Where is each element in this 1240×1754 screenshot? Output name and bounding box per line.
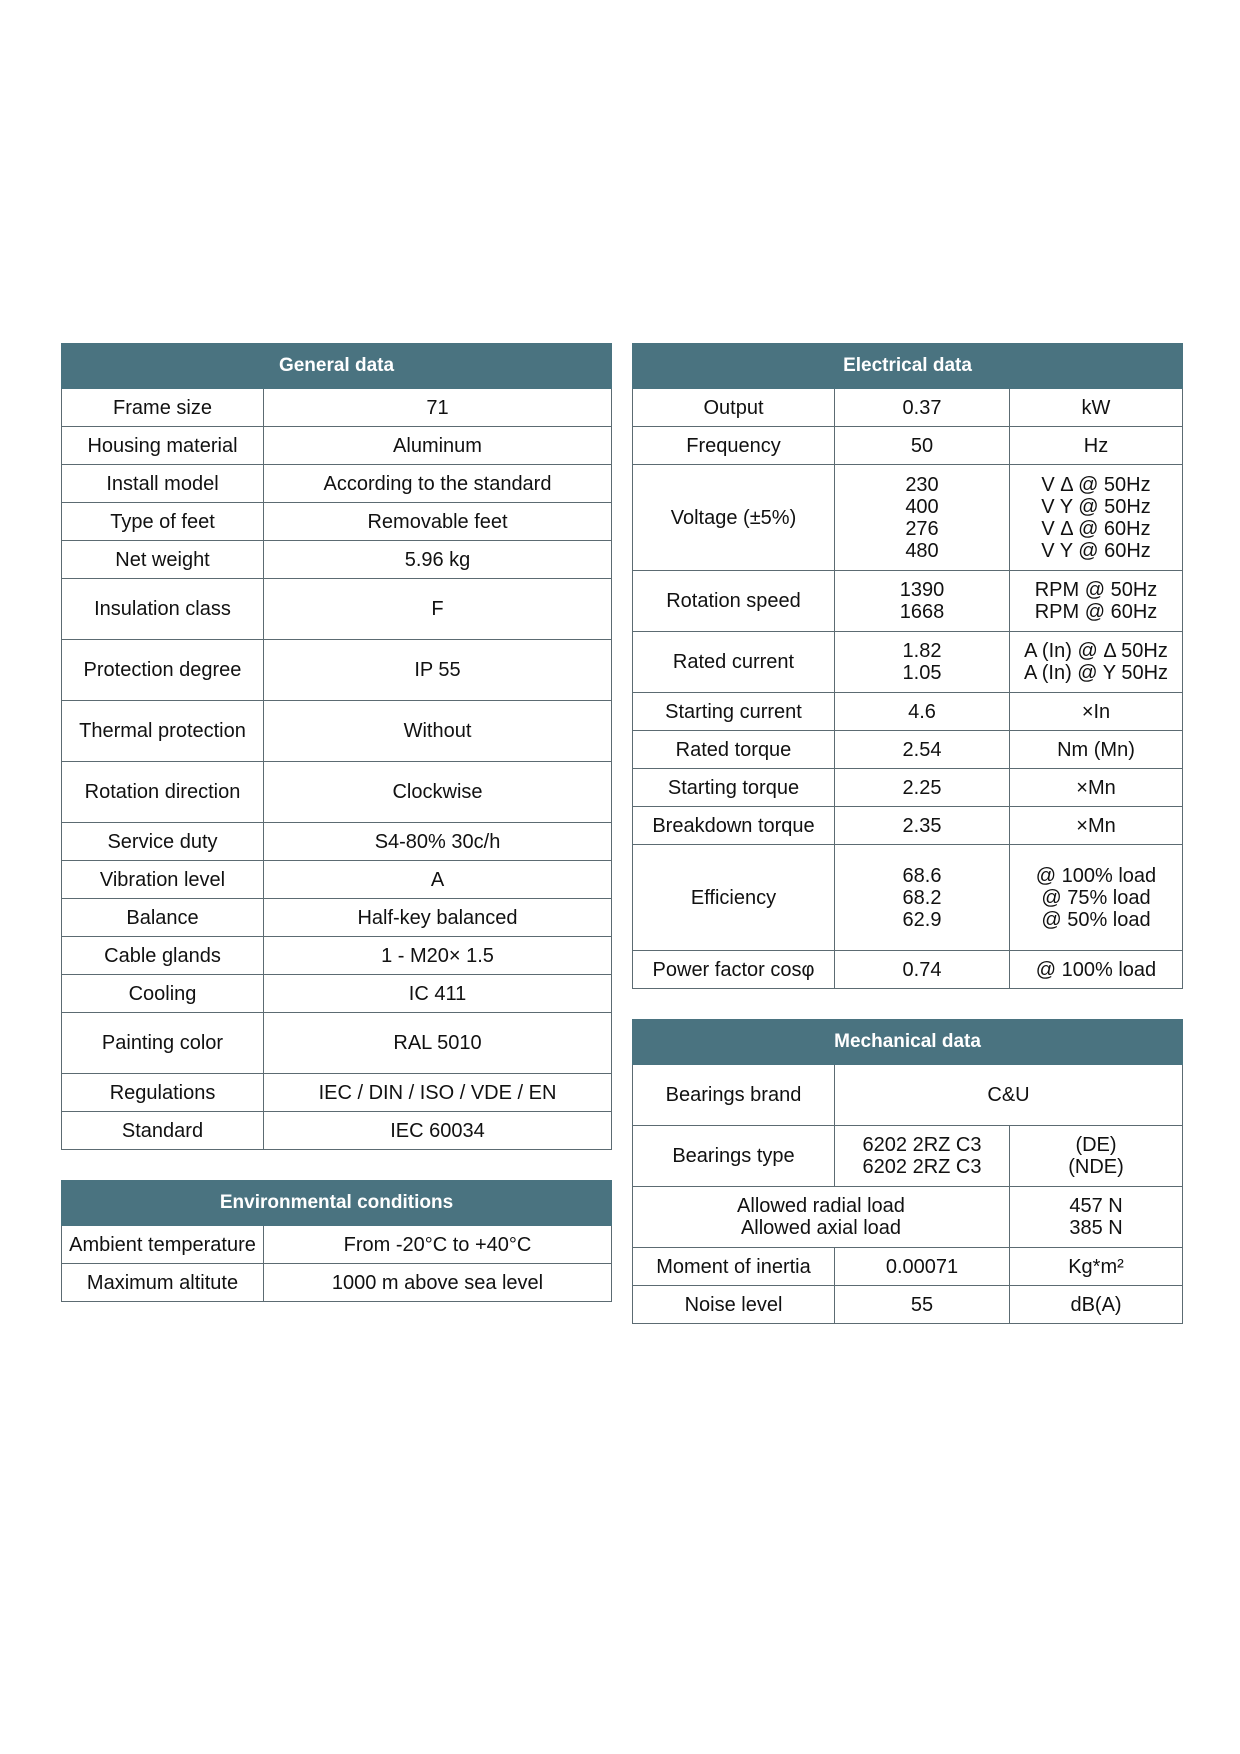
breakdown-torque-label: Breakdown torque — [633, 807, 835, 845]
allowed-radial-load-label: Allowed radial load — [737, 1195, 905, 1217]
efficiency-values — [835, 845, 1010, 951]
frequency-unit: Hz — [1010, 427, 1183, 465]
rotation-speed-label: Rotation speed — [633, 571, 835, 632]
rated-current-values — [835, 632, 1010, 693]
bearings-type-unit: (NDE) — [1068, 1156, 1124, 1178]
service-duty-label: Service duty — [62, 823, 264, 861]
electrical-data-table — [632, 343, 1183, 989]
protection-degree-value: IP 55 — [264, 640, 612, 701]
allowed-axial-load-value: 385 N — [1069, 1217, 1123, 1239]
efficiency-value: 62.9 — [902, 908, 942, 931]
rated-current-label: Rated current — [633, 632, 835, 693]
painting-color-label: Painting color — [62, 1013, 264, 1074]
vibration-level-value: A — [264, 861, 612, 899]
electrical-data-header: Electrical data — [633, 344, 1183, 389]
painting-color-value: RAL 5010 — [264, 1013, 612, 1074]
starting-current-label: Starting current — [633, 693, 835, 731]
install-model-value: According to the standard — [264, 465, 612, 503]
allowed-radial-load-value: 457 N — [1069, 1195, 1123, 1217]
cooling-value: IC 411 — [264, 975, 612, 1013]
voltage-value: 400 — [905, 495, 939, 518]
moment-of-inertia-unit: Kg*m² — [1010, 1248, 1183, 1286]
maximum-altitude-label: Maximum altitute — [62, 1264, 264, 1302]
maximum-altitude-value: 1000 m above sea level — [264, 1264, 612, 1302]
ambient-temperature-label: Ambient temperature — [62, 1226, 264, 1264]
bearings-type-label: Bearings type — [633, 1126, 835, 1187]
rated-current-unit: A (In) @ Δ 50Hz — [1024, 640, 1168, 662]
rotation-direction-value: Clockwise — [264, 762, 612, 823]
starting-torque-value: 2.25 — [835, 769, 1010, 807]
bearings-type-values — [835, 1126, 1010, 1187]
efficiency-unit: @ 50% load — [1041, 908, 1151, 931]
bearings-type-value: 6202 2RZ C3 — [862, 1156, 982, 1178]
rated-torque-label: Rated torque — [633, 731, 835, 769]
net-weight-label: Net weight — [62, 541, 264, 579]
rotation-speed-unit: RPM @ 60Hz — [1034, 601, 1158, 623]
mechanical-data-table — [632, 1019, 1183, 1324]
allowed-load-labels — [633, 1187, 1010, 1248]
cooling-label: Cooling — [62, 975, 264, 1013]
balance-label: Balance — [62, 899, 264, 937]
rotation-speed-value: 1668 — [899, 601, 945, 623]
rated-current-value: 1.82 — [902, 640, 942, 662]
service-duty-value: S4-80% 30c/h — [264, 823, 612, 861]
ambient-temperature-value: From -20°C to +40°C — [264, 1226, 612, 1264]
net-weight-value: 5.96 kg — [264, 541, 612, 579]
rated-current-unit: A (In) @ Y 50Hz — [1023, 662, 1169, 684]
bearings-type-unit: (DE) — [1075, 1134, 1117, 1156]
starting-torque-label: Starting torque — [633, 769, 835, 807]
rotation-speed-units — [1010, 571, 1183, 632]
frame-size-label: Frame size — [62, 389, 264, 427]
voltage-unit: V Y @ 50Hz — [1041, 495, 1151, 518]
frequency-label: Frequency — [633, 427, 835, 465]
voltage-value: 276 — [905, 517, 939, 540]
insulation-class-value: F — [264, 579, 612, 640]
bearings-brand-value: C&U — [835, 1065, 1183, 1126]
standard-value: IEC 60034 — [264, 1112, 612, 1150]
environmental-conditions-table — [61, 1180, 612, 1302]
starting-torque-unit: ×Mn — [1010, 769, 1183, 807]
power-factor-label: Power factor cosφ — [633, 951, 835, 989]
voltage-values — [835, 465, 1010, 571]
rotation-direction-label: Rotation direction — [62, 762, 264, 823]
noise-level-label: Noise level — [633, 1286, 835, 1324]
efficiency-label: Efficiency — [633, 845, 835, 951]
efficiency-unit: @ 100% load — [1035, 864, 1157, 887]
bearings-brand-label: Bearings brand — [633, 1065, 835, 1126]
rated-torque-value: 2.54 — [835, 731, 1010, 769]
type-of-feet-label: Type of feet — [62, 503, 264, 541]
regulations-value: IEC / DIN / ISO / VDE / EN — [264, 1074, 612, 1112]
frame-size-value: 71 — [264, 389, 612, 427]
breakdown-torque-value: 2.35 — [835, 807, 1010, 845]
frequency-value: 50 — [835, 427, 1010, 465]
rotation-speed-value: 1390 — [899, 579, 945, 601]
rotation-speed-unit: RPM @ 50Hz — [1034, 579, 1158, 601]
rotation-speed-values — [835, 571, 1010, 632]
output-unit: kW — [1010, 389, 1183, 427]
allowed-axial-load-label: Allowed axial load — [740, 1217, 902, 1239]
rated-current-units — [1010, 632, 1183, 693]
rated-torque-unit: Nm (Mn) — [1010, 731, 1183, 769]
protection-degree-label: Protection degree — [62, 640, 264, 701]
rated-current-value: 1.05 — [902, 662, 942, 684]
efficiency-value: 68.2 — [902, 886, 942, 909]
power-factor-value: 0.74 — [835, 951, 1010, 989]
efficiency-value: 68.6 — [902, 864, 942, 887]
power-factor-unit: @ 100% load — [1010, 951, 1183, 989]
voltage-value: 480 — [905, 539, 939, 562]
bearings-type-value: 6202 2RZ C3 — [862, 1134, 982, 1156]
vibration-level-label: Vibration level — [62, 861, 264, 899]
regulations-label: Regulations — [62, 1074, 264, 1112]
general-data-table — [61, 343, 612, 1150]
general-data-header: General data — [62, 344, 612, 389]
noise-level-unit: dB(A) — [1010, 1286, 1183, 1324]
voltage-unit: V Δ @ 60Hz — [1041, 517, 1151, 540]
output-value: 0.37 — [835, 389, 1010, 427]
environmental-conditions-header: Environmental conditions — [62, 1181, 612, 1226]
noise-level-value: 55 — [835, 1286, 1010, 1324]
thermal-protection-value: Without — [264, 701, 612, 762]
efficiency-units — [1010, 845, 1183, 951]
voltage-value: 230 — [905, 473, 939, 496]
balance-value: Half-key balanced — [264, 899, 612, 937]
voltage-label: Voltage (±5%) — [633, 465, 835, 571]
bearings-type-units — [1010, 1126, 1183, 1187]
voltage-units — [1010, 465, 1183, 571]
standard-label: Standard — [62, 1112, 264, 1150]
allowed-load-values — [1010, 1187, 1183, 1248]
insulation-class-label: Insulation class — [62, 579, 264, 640]
housing-material-label: Housing material — [62, 427, 264, 465]
moment-of-inertia-value: 0.00071 — [835, 1248, 1010, 1286]
install-model-label: Install model — [62, 465, 264, 503]
moment-of-inertia-label: Moment of inertia — [633, 1248, 835, 1286]
efficiency-unit: @ 75% load — [1041, 886, 1151, 909]
starting-current-value: 4.6 — [835, 693, 1010, 731]
cable-glands-value: 1 - M20× 1.5 — [264, 937, 612, 975]
thermal-protection-label: Thermal protection — [62, 701, 264, 762]
starting-current-unit: ×In — [1010, 693, 1183, 731]
voltage-unit: V Y @ 60Hz — [1041, 539, 1151, 562]
output-label: Output — [633, 389, 835, 427]
voltage-unit: V Δ @ 50Hz — [1041, 473, 1151, 496]
mechanical-data-header: Mechanical data — [633, 1020, 1183, 1065]
housing-material-value: Aluminum — [264, 427, 612, 465]
breakdown-torque-unit: ×Mn — [1010, 807, 1183, 845]
type-of-feet-value: Removable feet — [264, 503, 612, 541]
cable-glands-label: Cable glands — [62, 937, 264, 975]
